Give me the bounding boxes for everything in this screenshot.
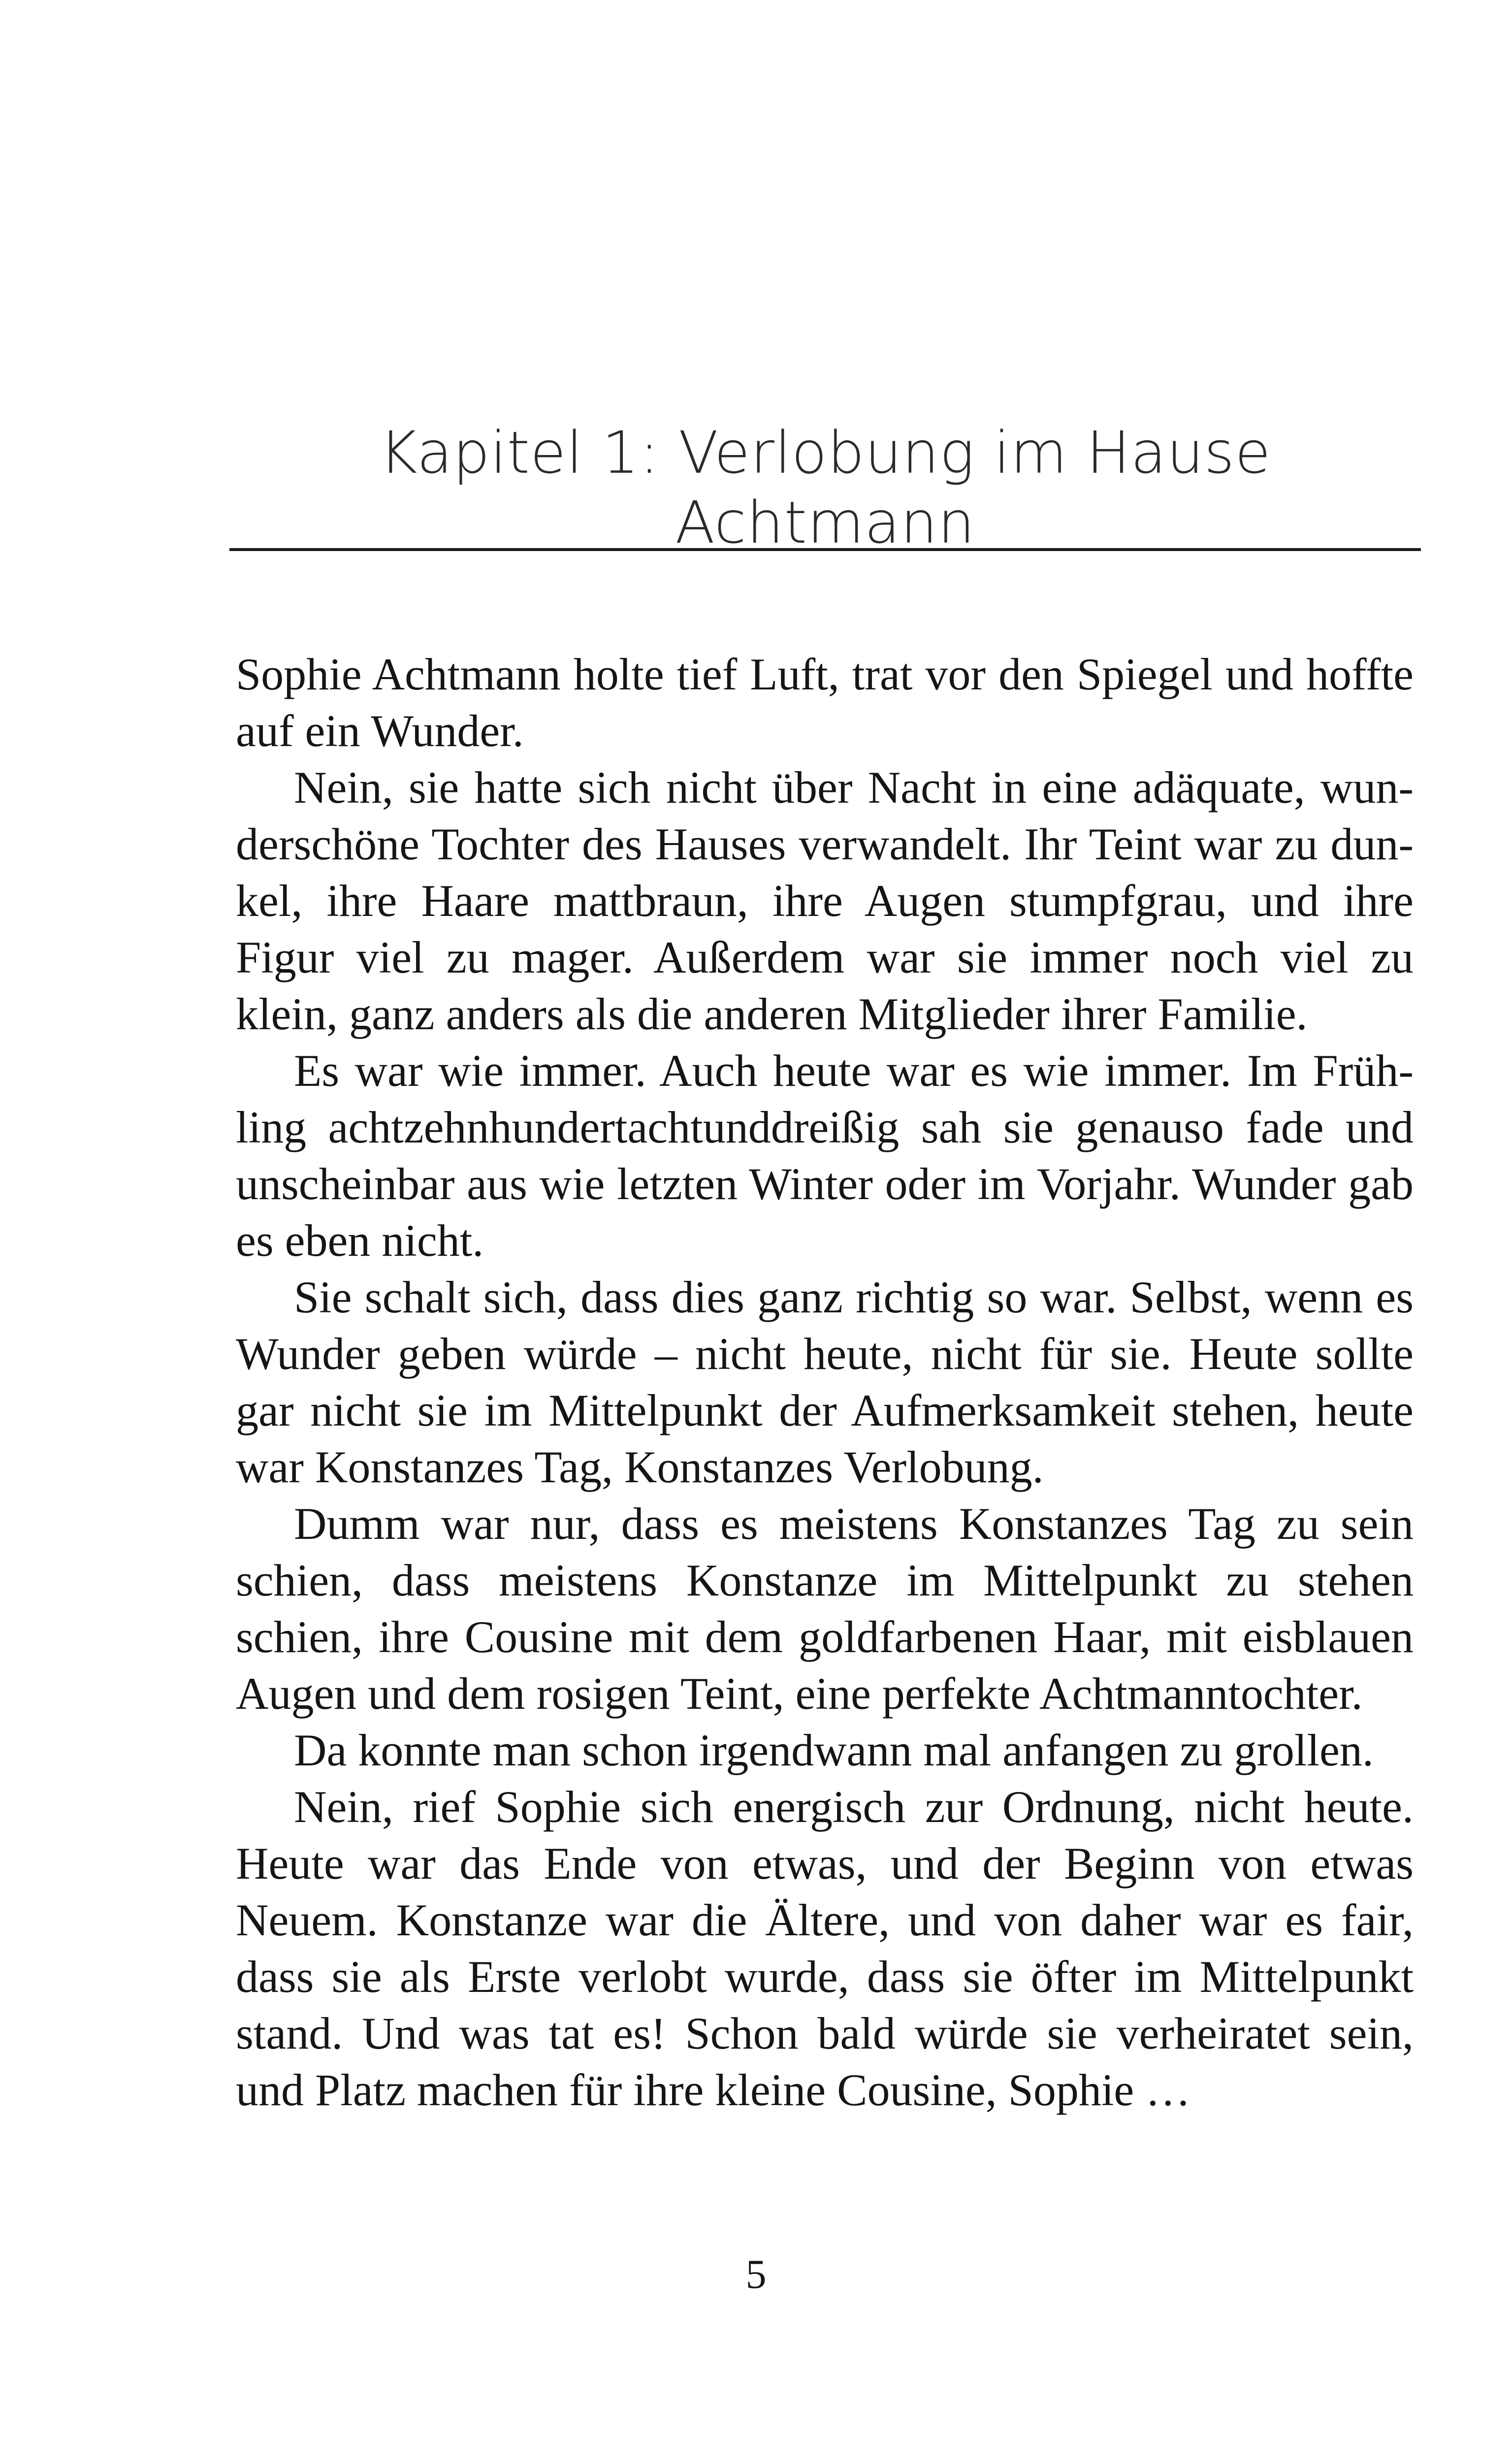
page-number: 5 xyxy=(745,2251,767,2297)
paragraph: Sophie Achtmann holte tief Luft, trat vor den Spiegel und hoffte auf ein Wunder. xyxy=(236,649,1414,756)
paragraph: Da konnte man schon irgendwann mal anfangen zu grollen. xyxy=(294,1725,1374,1775)
paragraph: Sie schalt sich, dass dies ganz richtig so war. Selbst, wenn es Wunder geben würde – nicht heute, nicht für sie. Heute sollte gar nicht sie im Mittelpunkt der Aufmerksamkeit stehen, heute war Konstanzes Tag, Konstanzes Verlobung. xyxy=(236,1272,1414,1492)
paragraph: Dumm war nur, dass es meistens Konstanzes Tag zu sein schien, dass meistens Konstanze im Mittelpunkt zu stehen schien, ihre Cousine mit dem goldfarbenen Haar, mit eisblauen Augen und dem rosigen Teint, eine perfekte Achtmanntochter. xyxy=(236,1498,1414,1719)
paragraph: Nein, sie hatte sich nicht über Nacht in eine adäquate, wunderschöne Tochter des Hauses verwandelt. Ihr Teint war zu dunkel, ihre Haare mattbraun, ihre Augen stumpfgrau, und ihre Figur viel zu mager. Außerdem war sie immer noch viel zu klein, ganz anders als die anderen Mitglieder ihrer Familie. xyxy=(236,762,1414,1039)
paragraph: Es war wie immer. Auch heute war es wie immer. Im Frühling achtzehnhundertachtunddreißig sah sie genauso fade und unscheinbar aus wie letzten Winter oder im Vorjahr. Wunder gab es eben nicht. xyxy=(236,1045,1414,1266)
chapter-title: Kapitel 1: Verlobung im Hause Achtmann xyxy=(379,419,1271,556)
chapter-body xyxy=(236,646,1414,2118)
title-divider xyxy=(229,548,1421,551)
paragraph: Nein, rief Sophie sich energisch zur Ordnung, nicht heute. Heute war das Ende von etwas, und der Beginn von etwas Neuem. Konstanze war die Ältere, und von daher war es fair, dass sie als Erste verlobt wurde, dass sie öfter im Mittelpunkt stand. Und was tat es! Schon bald würde sie verheiratet sein, und Platz machen für ihre kleine Cousine, Sophie … xyxy=(236,1782,1414,2115)
